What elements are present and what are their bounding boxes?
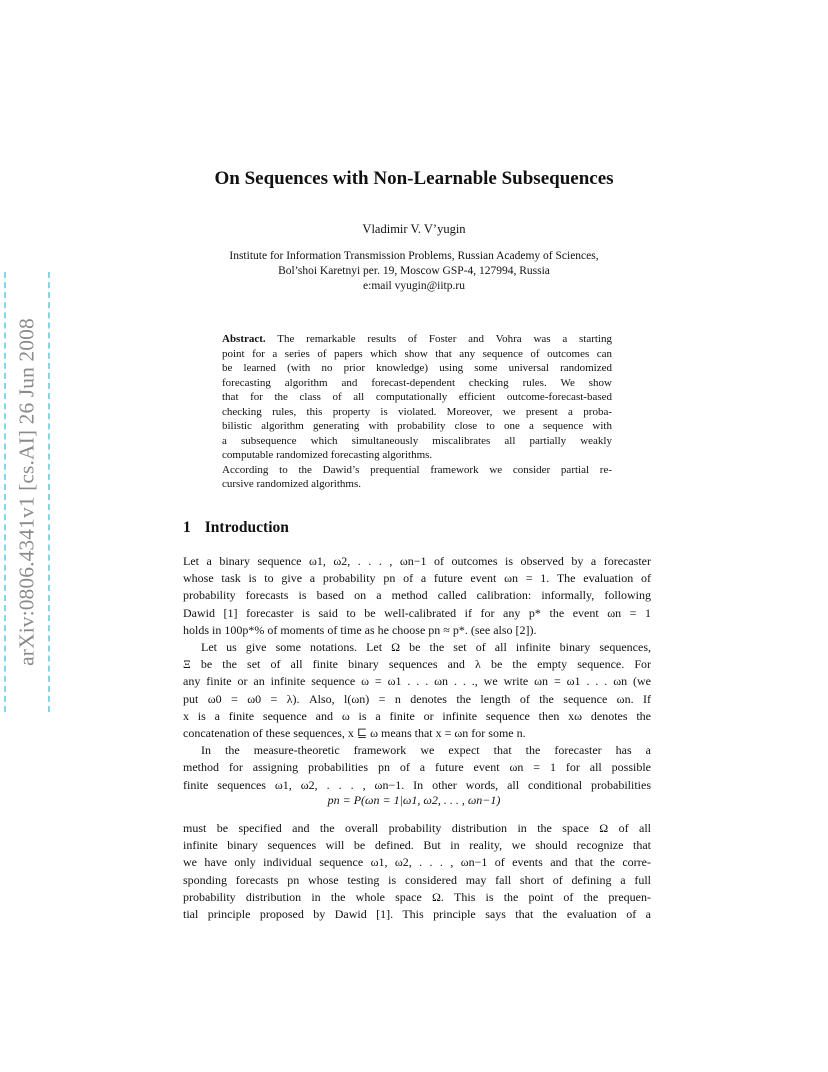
abstract-line: computable randomized forecasting algorithms. bbox=[222, 449, 433, 461]
abstract-line: bilistic algorithm generating with probability close to one a sequence with bbox=[222, 420, 612, 432]
affiliation-line: Institute for Information Transmission Problems, Russian Academy of Sciences, bbox=[229, 250, 599, 262]
abstract-line: be learned (with no prior knowledge) using some universal randomized bbox=[222, 362, 612, 374]
arxiv-stamp bbox=[4, 272, 50, 712]
abstract-line: point for a series of papers which show that any sequence of outcomes can bbox=[222, 347, 612, 360]
body-line: Let us give some notations. Let Ω be the set of all infinite binary sequences, bbox=[201, 640, 651, 655]
body-line: we have only individual sequence ω1, ω2, . . . , ωn−1 of events and that the corre- bbox=[183, 855, 651, 870]
abstract-line: According to the Dawid’s prequential framework we consider partial re- bbox=[222, 463, 612, 476]
abstract-line: cursive randomized algorithms. bbox=[222, 478, 361, 490]
body-line: Let a binary sequence ω1, ω2, . . . , ωn−1 of outcomes is observed by a forecaster bbox=[183, 554, 651, 568]
email-line: e:mail vyugin@iitp.ru bbox=[363, 280, 465, 292]
body-line: sponding forecasts pn whose testing is considered may fall short of defining a full bbox=[183, 872, 651, 887]
body-line: x is a finite sequence and ω is a finite or infinite sequence then xω denotes the bbox=[183, 708, 651, 723]
affiliation-line: Bol’shoi Karetnyi per. 19, Moscow GSP-4, 127994, Russia bbox=[278, 265, 550, 277]
affiliation bbox=[0, 249, 828, 294]
body-line: probability distribution in the whole space Ω. This is the point of the prequen- bbox=[183, 889, 651, 904]
body-line: any finite or an infinite sequence ω = ω1 . . . ωn . . ., we write ωn = ω1 . . . ωn (we bbox=[183, 674, 651, 689]
abstract-label: Abstract. bbox=[222, 333, 266, 345]
display-formula: pn = P(ωn = 1|ω1, ω2, . . . , ωn−1) bbox=[327, 793, 501, 807]
arxiv-id: arXiv:0806.4341v1 [cs.AI] 26 Jun 2008 bbox=[14, 318, 39, 666]
abstract-line: forecasting algorithm and forecast-dependent checking rules. We show bbox=[222, 376, 612, 389]
body-line: Dawid [1] forecaster is said to be well-calibrated if for any p* the event ωn = 1 bbox=[183, 605, 651, 620]
body-line: put ω0 = ω0 = λ). Also, l(ωn) = n denotes the length of the sequence ωn. If bbox=[183, 691, 651, 706]
abstract bbox=[222, 332, 612, 492]
body-line: must be specified and the overall probability distribution in the space Ω of all bbox=[183, 821, 651, 835]
author-name: Vladimir V. V’yugin bbox=[362, 222, 466, 236]
body-line: Ξ be the set of all finite binary sequences and λ be the empty sequence. For bbox=[183, 657, 651, 672]
body-paragraphs bbox=[183, 553, 651, 794]
abstract-line: Abstract. The remarkable results of Foster and Vohra was a starting bbox=[222, 333, 612, 345]
body-line: tial principle proposed by Dawid [1]. This principle says that the evaluation of a bbox=[183, 907, 651, 922]
abstract-line: that for the class of all computationally efficient outcome-forecast-based bbox=[222, 391, 612, 403]
section-number: 1 bbox=[183, 519, 191, 536]
body-paragraphs-continued bbox=[183, 820, 651, 923]
body-line: concatenation of these sequences, x ⊑ ω means that x = ωn for some n. bbox=[183, 726, 526, 741]
body-line: infinite binary sequences will be defined. But in reality, we should recognize that bbox=[183, 838, 651, 853]
section-heading bbox=[183, 519, 289, 537]
body-line: method for assigning probabilities pn of a future event ωn = 1 for all possible bbox=[183, 760, 651, 775]
body-line: In the measure-theoretic framework we expect that the forecaster has a bbox=[201, 743, 651, 758]
body-line: whose task is to give a probability pn of a future event ωn = 1. The evaluation of bbox=[183, 571, 651, 586]
abstract-line: a subsequence which simultaneously miscalibrates all partially weakly bbox=[222, 434, 612, 447]
body-line: finite sequences ω1, ω2, . . . , ωn−1. In other words, all conditional probabilities bbox=[183, 777, 651, 792]
body-line: probability forecasts is based on a method called calibration: informally, following bbox=[183, 588, 651, 603]
abstract-line: checking rules, this property is violated. Moreover, we present a proba- bbox=[222, 405, 612, 418]
body-line: holds in 100p*% of moments of time as he choose pn ≈ p*. (see also [2]). bbox=[183, 622, 537, 637]
section-title: Introduction bbox=[204, 519, 289, 536]
paper-title: On Sequences with Non-Learnable Subsequences bbox=[214, 168, 614, 189]
